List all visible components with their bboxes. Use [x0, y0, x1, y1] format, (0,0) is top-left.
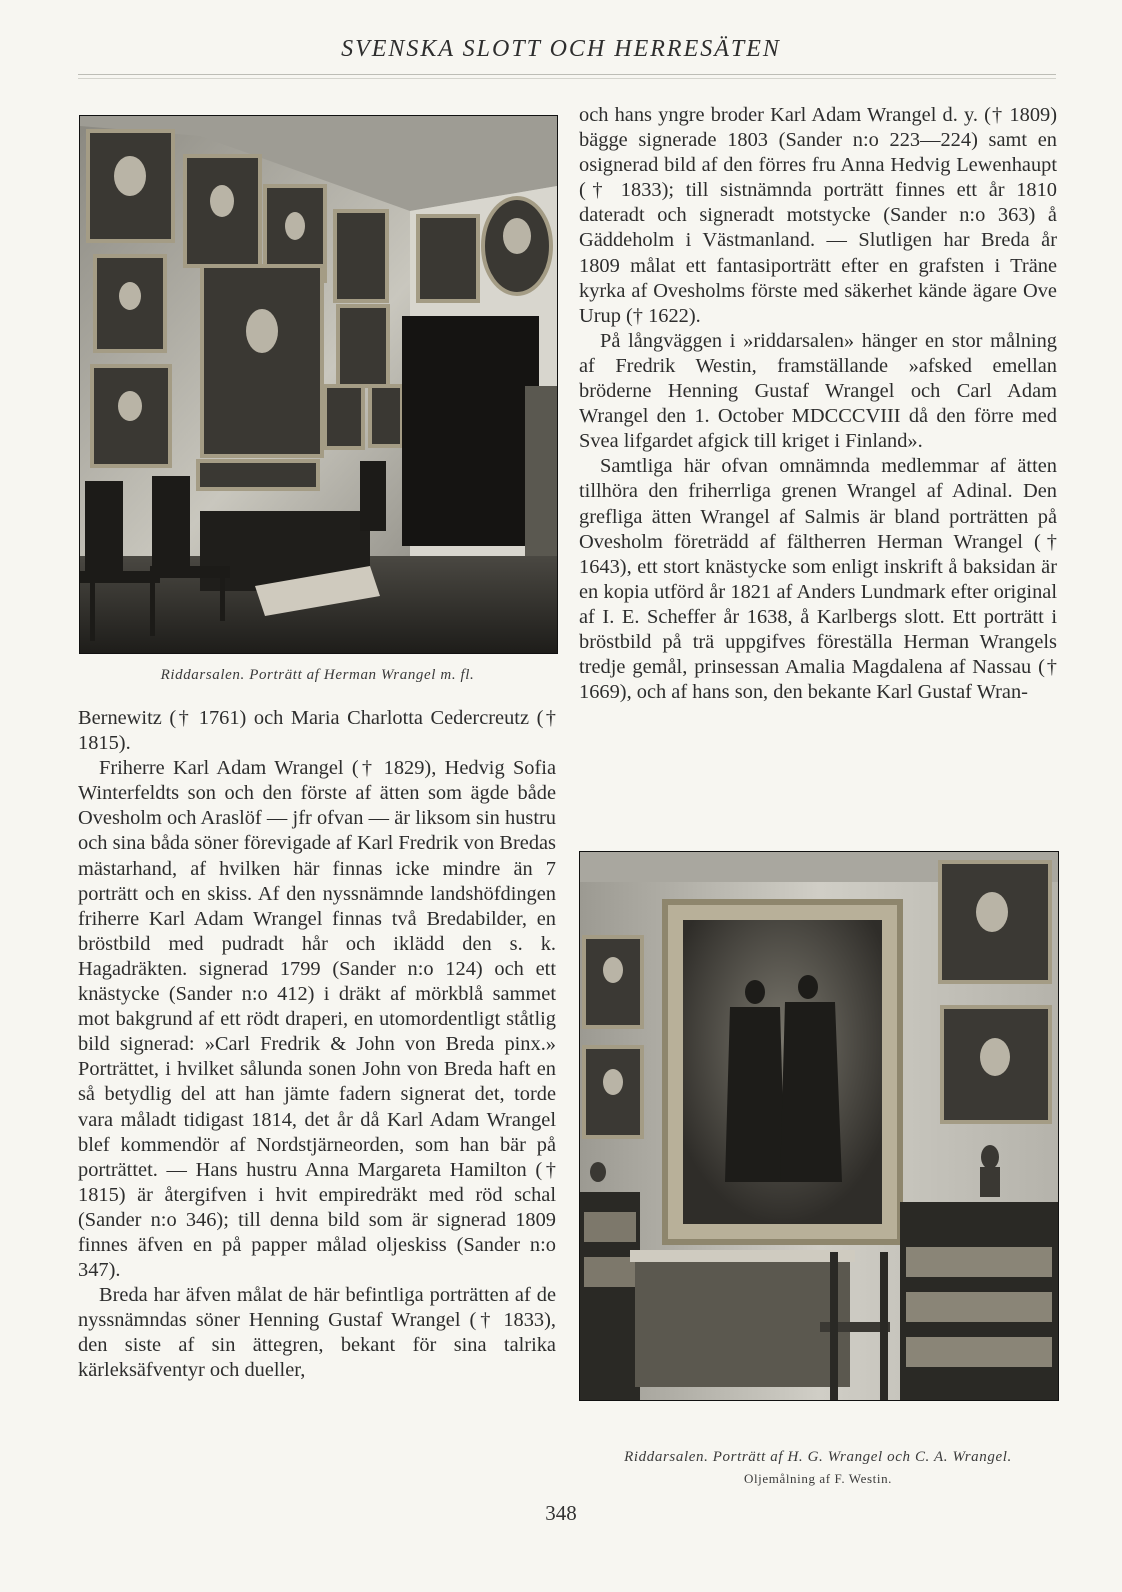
paragraph: På långväggen i »riddarsalen» hänger en stor målning af Fredrik Westin, framställande »afsked emellan bröderne Henning Gustaf Wrangel och Carl Adam Wrangel den 1. October MDCCCVIII då den förre med Svea lifgardet afgick till kriget i Finland». — [579, 329, 1057, 453]
figure-caption-1: Riddarsalen. Porträtt af Herman Wrangel m. fl. — [160, 667, 475, 683]
header-rule — [78, 74, 1056, 75]
header-rule-secondary — [78, 78, 1056, 79]
body-text-left-column — [78, 706, 556, 1384]
body-text-right-column — [579, 103, 1057, 705]
paragraph: och hans yngre broder Karl Adam Wrangel d. y. († 1809) bägge signerade 1803 (Sander n:o 223—224) samt en osignerad bild af den förres fru Anna Hedvig Lewenhaupt († 1833); till sistnämnda porträtt finnes ett år 1810 dateradt och signeradt motstycke (Sander n:o 363) å Gäddeholm i Västmanland. — Slutligen har Breda år 1809 målat ett fantasiporträtt efter en grafsten i Träne kyrka af Ovesholms förste med säkerhet kände ägare Ove Urup († 1622). — [579, 104, 1057, 327]
paragraph: Friherre Karl Adam Wrangel († 1829), Hedvig Sofia Winterfeldts son och den förste af ätten som ägde både Ovesholm och Araslöf — jfr ofvan — är liksom sin hustru och sina båda söner förevigade af Karl Fredrik von Bredas mästarhand, af hvilken här finnas icke mindre än 7 porträtt och en skiss. Af den nyssnämnde landshöfdingen friherre Karl Adam Wrangel finnas två Bredabilder, en bröstbild med pudradt hår och iklädd den s. k. Hagadräkten. signerad 1799 (Sander n:o 124) och ett knästycke (Sander n:o 412) i dräkt af mörkblå sammet mot bakgrund af ett rödt draperi, en utomordentligt ståtlig bild signerad: »Carl Fredrik & John von Breda pinx.» Porträttet, i hvilket sålunda sonen John von Breda haft en så betydlig del att han jämte fadern signerat det, torde vara måladt tidigast 1814, det år då Karl Adam Wrangel blef kommendör af Nordstjärneorden, som han bär på porträttet. — Hans hustru Anna Margareta Hamilton († 1815) är återgifven i hvit empiredräkt med röd schal (Sander n:o 346); till denna bild som är signerad 1809 finnes äfven en på papper målad oljeskiss (Sander n:o 347). — [78, 757, 556, 1282]
photo-riddarsalen-westin-painting — [579, 851, 1059, 1401]
photo-riddarsalen-portraits-image — [80, 116, 557, 653]
running-title: SVENSKA SLOTT OCH HERRESÄTEN — [341, 36, 781, 62]
paragraph: Bernewitz († 1761) och Maria Charlotta Cedercreutz († 1815). — [78, 707, 556, 755]
photo-riddarsalen-portraits — [79, 115, 558, 654]
page-number: 348 — [545, 1501, 577, 1525]
figure-caption-2: Riddarsalen. Porträtt af H. G. Wrangel och C. A. Wrangel. — [624, 1449, 1012, 1465]
figure-subcaption-2: Oljemålning af F. Westin. — [743, 1471, 893, 1486]
photo-riddarsalen-westin-painting-image — [580, 852, 1058, 1400]
paragraph: Samtliga här ofvan omnämnda medlemmar af ätten tillhöra den friherrliga grenen Wrangel af Adinal. Den grefliga ätten Wrangel af Salmis är bland porträtten på Ovesholm företrädd af fältherren Herman Wrangel († 1643), ett stort knästycke som enligt inskrift å baksidan är en kopia utförd år 1821 af Anders Lundmark efter original af I. E. Scheffer år 1638, å Karlbergs slott. Ett porträtt i bröstbild på trä uppgifves föreställa Herman Wrangels tredje gemål, prinsessan Amalia Magdalena af Nassau († 1669), och af hans son, den bekante Karl Gustaf Wran- — [579, 455, 1057, 704]
paragraph: Breda har äfven målat de här befintliga porträtten af de nyssnämndas söner Henning Gustaf Wrangel († 1833), den siste af sin ättegren, bekant för sina talrika kärleksäfventyr och dueller, — [78, 1284, 556, 1382]
